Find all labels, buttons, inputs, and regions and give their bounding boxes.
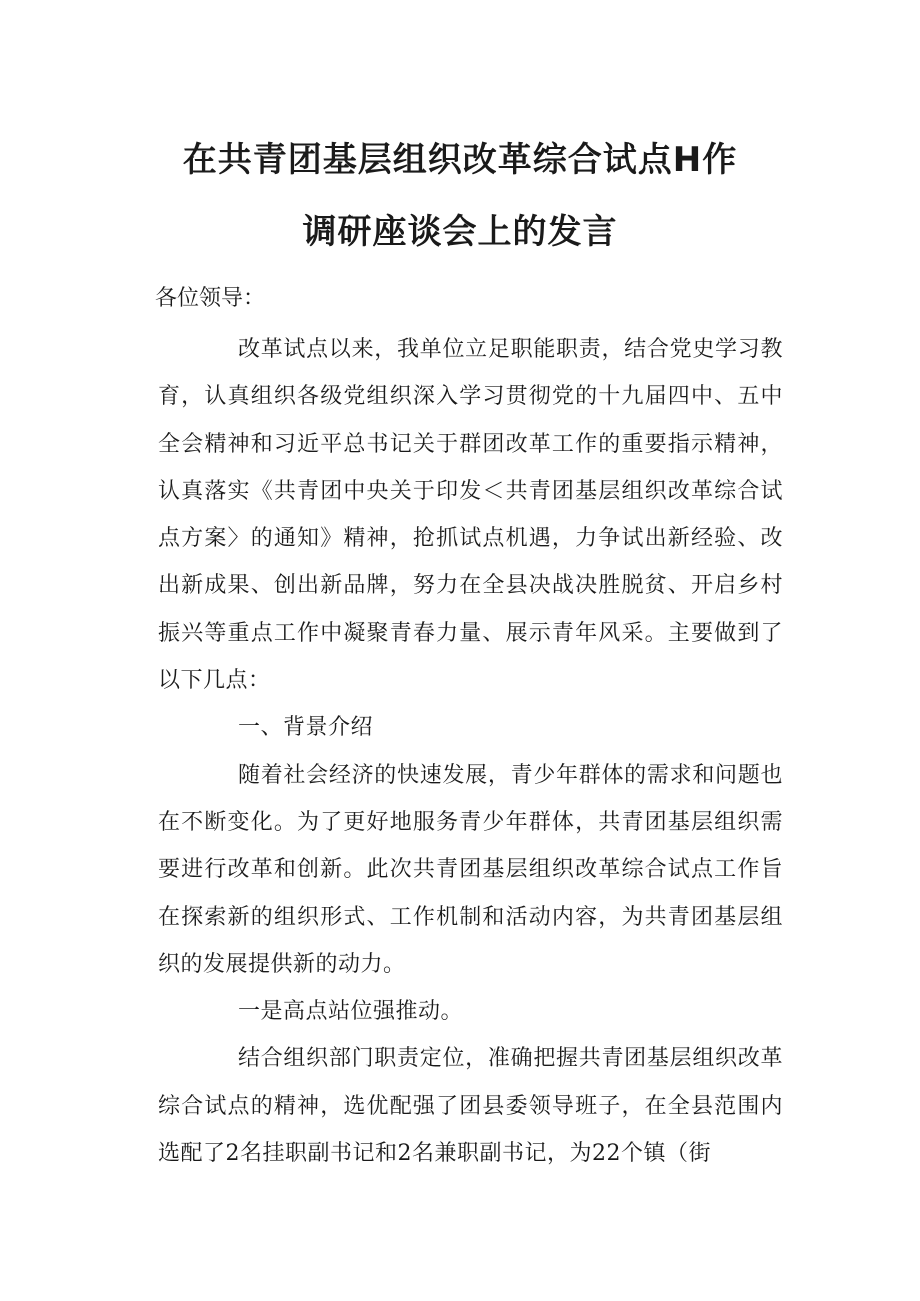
document-title-line-1: 在共青团基层组织改革综合试点H作 — [182, 140, 738, 180]
salutation: 各位领导： — [155, 286, 266, 311]
paragraph-point-one: 结合组织部门职责定位，准确把握共青团基层组织改革综合试点的精神，选优配强了团县委领导班子，在全县范围内选配了2名挂职副书记和2名兼职副书记，为22个镇（街 — [158, 1046, 783, 1167]
paragraph-background: 随着社会经济的快速发展，青少年群体的需求和问题也在不断变化。为了更好地服务青少年群体，共青团基层组织需要进行改革和创新。此次共青团基层组织改革综合试点工作旨在探索新的组织形式、工作机制和活动内容，为共青团基层组织的发展提供新的动力。 — [158, 762, 783, 977]
paragraph-intro: 改革试点以来，我单位立足职能职责，结合党史学习教育，认真组织各级党组织深入学习贯彻党的十九届四中、五中全会精神和习近平总书记关于群团改革工作的重要指示精神，认真落实《共青团中央关于印发＜共青团基层组织改革综合试点方案〉的通知》精神，抢抓试点机遇，力争试出新经验、改出新成果、创出新品牌，努力在全县决战决胜脱贫、开启乡村振兴等重点工作中凝聚青春力量、展示青年风采。主要做到了以下几点： — [158, 337, 783, 694]
subheading-point-one: 一是高点站位强推动。 — [238, 999, 464, 1025]
document-body — [158, 326, 783, 1177]
section-heading-background: 一、背景介绍 — [238, 715, 374, 741]
document-title-line-2: 调研座谈会上的发言 — [302, 212, 618, 252]
